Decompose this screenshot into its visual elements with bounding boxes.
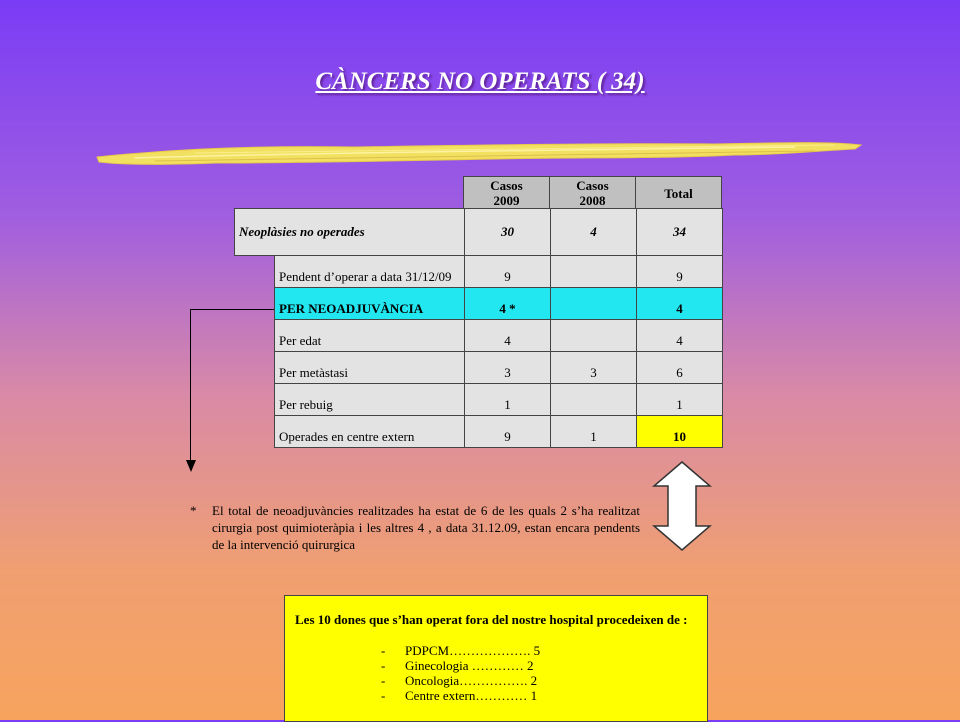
table-row	[275, 320, 723, 352]
row-total: 6	[637, 352, 723, 384]
table-row	[275, 352, 723, 384]
row-total-highlight: 10	[637, 416, 723, 448]
list-item: - PDPCM………………. 5	[381, 643, 541, 658]
summary-2008: 4	[551, 209, 637, 256]
connector-horizontal-line	[190, 309, 274, 310]
table-row-neoadjuvancia	[275, 288, 723, 320]
row-2008: 3	[551, 352, 637, 384]
slide-title: CÀNCERS NO OPERATS ( 34)	[315, 68, 645, 95]
row-2009: 9	[465, 416, 551, 448]
row-2009: 3	[465, 352, 551, 384]
decorative-brush-stroke	[95, 135, 865, 175]
summary-table	[234, 208, 723, 256]
row-2008	[551, 256, 637, 288]
row-2009: 1	[465, 384, 551, 416]
footnote	[190, 502, 640, 553]
row-2008	[551, 384, 637, 416]
footnote-text: El total de neoadjuvàncies realitzades ha estat de 6 de les quals 2 s’ha realitzat cirurgia post quimioteràpia i les altres 4 , a data 31.12.09, estan encara pendents de la intervenció quirurgica	[212, 503, 640, 552]
table-row	[275, 416, 723, 448]
header-total: Total	[636, 177, 722, 210]
table-row	[275, 384, 723, 416]
row-total: 4	[637, 288, 723, 320]
row-2009: 4	[465, 320, 551, 352]
row-total: 1	[637, 384, 723, 416]
row-2009: 9	[465, 256, 551, 288]
header-casos-2009: Casos 2009	[464, 177, 550, 210]
row-2009: 4 *	[465, 288, 551, 320]
summary-row	[235, 209, 723, 256]
row-label: Operades en centre extern	[275, 416, 465, 448]
list-item: - Oncologia……………. 2	[381, 673, 538, 688]
row-label: Pendent d’operar a data 31/12/09	[275, 256, 465, 288]
connector-vertical-line	[190, 309, 191, 461]
external-origin-box	[284, 595, 708, 722]
row-2008: 1	[551, 416, 637, 448]
header-casos-2008: Casos 2008	[550, 177, 636, 210]
list-item: - Centre extern………… 1	[381, 688, 538, 703]
summary-2009: 30	[465, 209, 551, 256]
double-arrow-icon	[652, 460, 712, 552]
row-2008	[551, 288, 637, 320]
list-item: - Ginecologia ………… 2	[381, 658, 534, 673]
row-label: Per metàstasi	[275, 352, 465, 384]
arrow-down-icon	[186, 460, 196, 472]
row-label: Per rebuig	[275, 384, 465, 416]
table-row	[275, 256, 723, 288]
row-2008	[551, 320, 637, 352]
header-table	[463, 176, 722, 210]
row-total: 9	[637, 256, 723, 288]
footnote-marker: *	[190, 503, 197, 518]
summary-total: 34	[637, 209, 723, 256]
row-label: PER NEOADJUVÀNCIA	[275, 288, 465, 320]
detail-table	[274, 255, 723, 448]
row-total: 4	[637, 320, 723, 352]
row-label: Per edat	[275, 320, 465, 352]
box-heading: Les 10 dones que s’han operat fora del nostre hospital procedeixen de :	[295, 612, 688, 627]
origin-list	[381, 643, 540, 703]
summary-label: Neoplàsies no operades	[235, 209, 465, 256]
